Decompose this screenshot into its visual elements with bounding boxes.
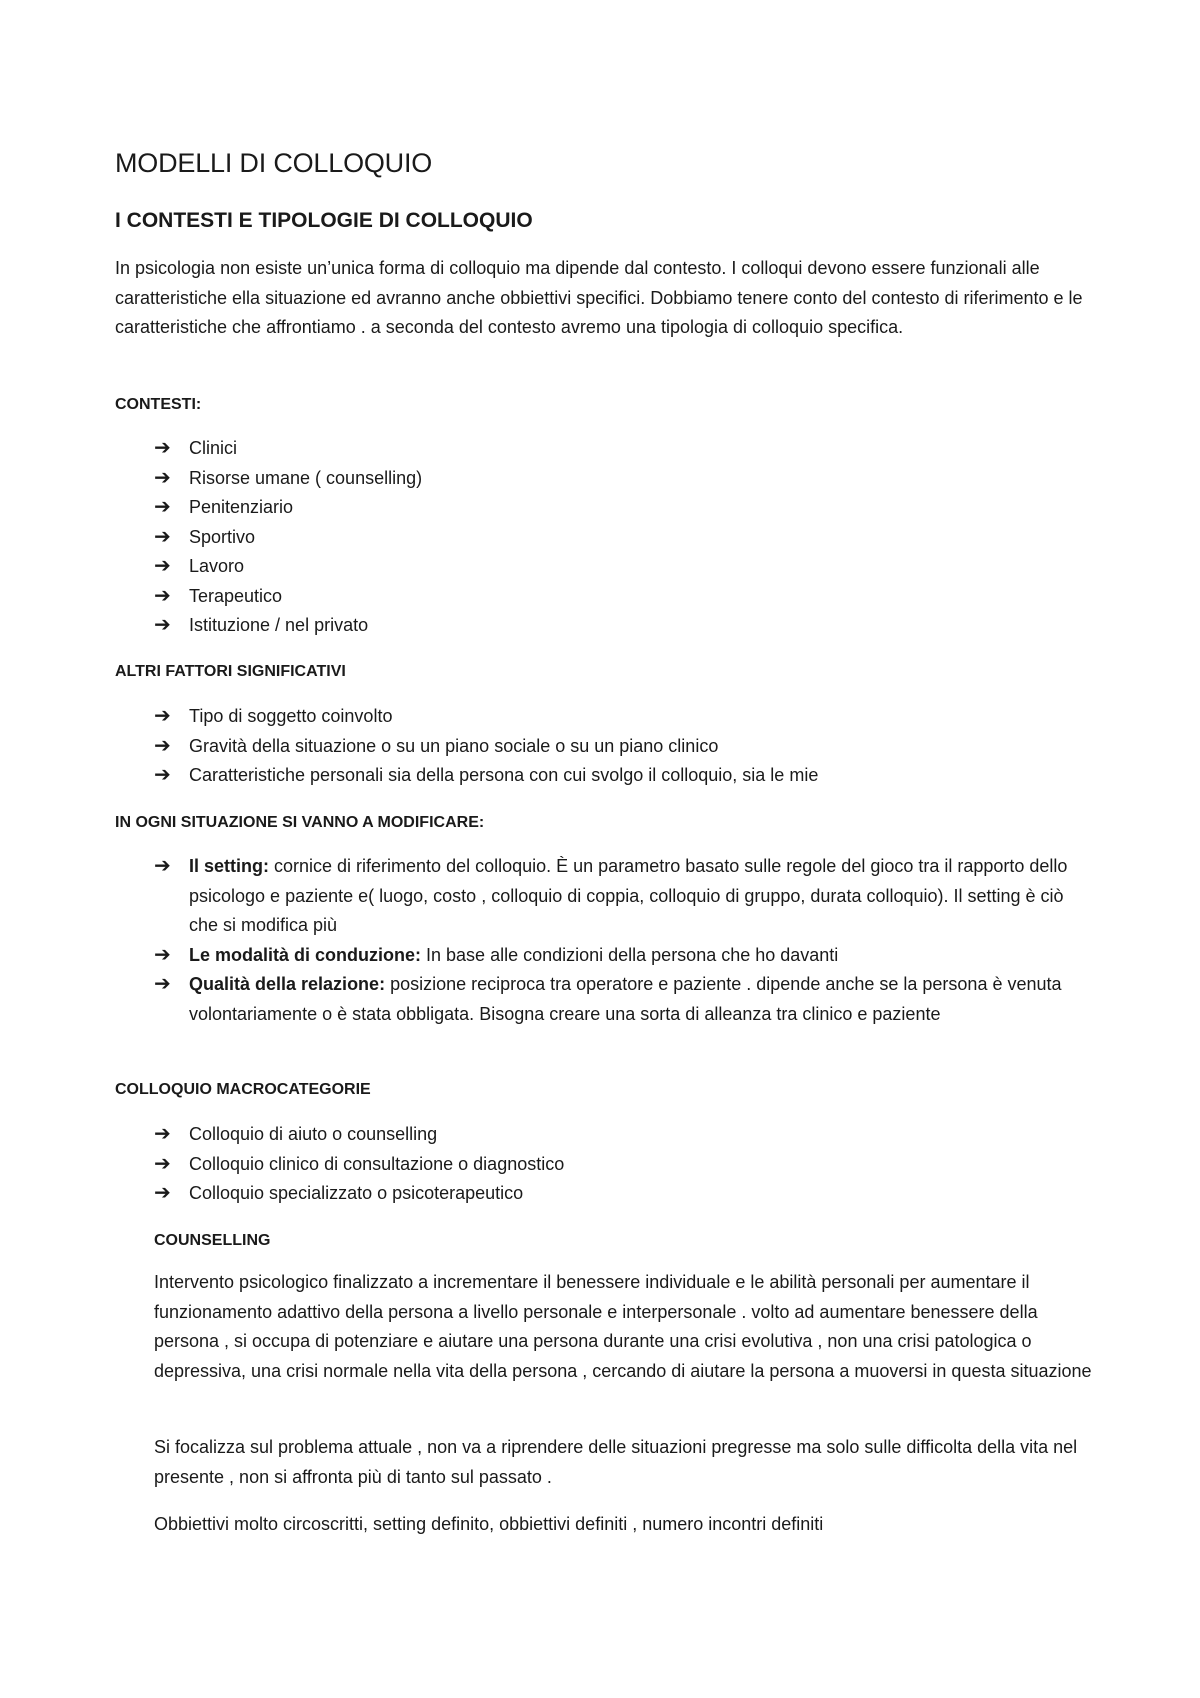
list-item: ➔ Qualità della relazione: posizione reciproca tra operatore e paziente . dipende anche se la persona è venuta volontariamente o è stata obbligata. Bisogna creare una sorta di alleanza tra clinico e paziente <box>115 970 1095 1029</box>
macro-heading: COLLOQUIO MACROCATEGORIE <box>115 1081 371 1098</box>
macro-list <box>115 1120 1095 1209</box>
list-item: ➔ Colloquio specializzato o psicoterapeutico <box>115 1179 1095 1209</box>
arrow-bullet-icon: ➔ <box>154 437 171 459</box>
counselling-paragraph-2: Si focalizza sul problema attuale , non va a riprendere delle situazioni pregresse ma solo sulle difficolta della vita nel presente , non si affronta più di tanto sul passato . <box>154 1437 1078 1487</box>
intro-paragraph: In psicologia non esiste un’unica forma di colloquio ma dipende dal contesto. I colloqui devono essere funzionali alle caratteristiche ella situazione ed avranno anche obbiettivi specifici. Dobbiamo tenere conto del contesto di riferimento e le caratteristiche che affrontiamo . a seconda del contesto avremo una tipologia di colloquio specifica. <box>115 258 1083 337</box>
contesti-list <box>115 434 1095 641</box>
arrow-bullet-icon: ➔ <box>154 943 171 966</box>
arrow-bullet-icon: ➔ <box>154 1123 171 1145</box>
list-item: ➔ Le modalità di conduzione: In base alle condizioni della persona che ho davanti <box>115 941 1095 971</box>
list-item: ➔ Risorse umane ( counselling) <box>115 464 1095 494</box>
modificare-list <box>115 852 1095 1029</box>
arrow-bullet-icon: ➔ <box>154 764 171 786</box>
arrow-bullet-icon: ➔ <box>154 705 171 727</box>
list-item: ➔ Terapeutico <box>115 582 1095 612</box>
list-item: ➔ Colloquio di aiuto o counselling <box>115 1120 1095 1150</box>
arrow-bullet-icon: ➔ <box>154 555 171 577</box>
list-item: ➔ Penitenziario <box>115 493 1095 523</box>
list-item: ➔ Istituzione / nel privato <box>115 611 1095 641</box>
list-item: ➔ Caratteristiche personali sia della persona con cui svolgo il colloquio, sia le mie <box>115 761 1095 791</box>
arrow-bullet-icon: ➔ <box>154 1182 171 1204</box>
arrow-bullet-icon: ➔ <box>154 973 171 995</box>
list-item: ➔ Tipo di soggetto coinvolto <box>115 702 1095 732</box>
counselling-paragraph-1: Intervento psicologico finalizzato a incrementare il benessere individuale e le abilità personali per aumentare il funzionamento adattivo della persona a livello personale e interpersonale . volto ad aumentare benessere della persona , si occupa di potenziare e aiutare una persona durante una crisi evolutiva , non una crisi patologica o depressiva, una crisi normale nella vita della persona , cercando di aiutare la persona a muoversi in questa situazione <box>154 1272 1092 1381</box>
arrow-bullet-icon: ➔ <box>154 466 171 489</box>
arrow-bullet-icon: ➔ <box>154 855 171 877</box>
modificare-heading: IN OGNI SITUAZIONE SI VANNO A MODIFICARE: <box>115 814 485 831</box>
counselling-paragraph-3: Obbiettivi molto circoscritti, setting definito, obbiettivi definiti , numero incontri definiti <box>154 1514 824 1534</box>
fattori-list <box>115 702 1095 791</box>
section-title: I CONTESTI E TIPOLOGIE DI COLLOQUIO <box>115 209 533 232</box>
arrow-bullet-icon: ➔ <box>154 1152 171 1175</box>
list-item: ➔ Il setting: cornice di riferimento del colloquio. È un parametro basato sulle regole del gioco tra il rapporto dello psicologo e paziente e( luogo, costo , colloquio di coppia, colloquio di gruppo, durata colloquio). Il setting è ciò che si modifica più <box>115 852 1095 941</box>
contesti-heading: CONTESTI: <box>115 396 202 413</box>
list-item: ➔ Clinici <box>115 434 1095 464</box>
arrow-bullet-icon: ➔ <box>154 525 171 548</box>
arrow-bullet-icon: ➔ <box>154 734 171 757</box>
document-title: MODELLI DI COLLOQUIO <box>115 148 433 178</box>
fattori-heading: ALTRI FATTORI SIGNIFICATIVI <box>115 663 346 680</box>
arrow-bullet-icon: ➔ <box>154 496 171 518</box>
counselling-heading: COUNSELLING <box>154 1232 271 1249</box>
list-item: ➔ Gravità della situazione o su un piano sociale o su un piano clinico <box>115 732 1095 762</box>
arrow-bullet-icon: ➔ <box>154 584 171 607</box>
list-item: ➔ Colloquio clinico di consultazione o diagnostico <box>115 1150 1095 1180</box>
list-item: ➔ Sportivo <box>115 523 1095 553</box>
list-item: ➔ Lavoro <box>115 552 1095 582</box>
arrow-bullet-icon: ➔ <box>154 614 171 636</box>
